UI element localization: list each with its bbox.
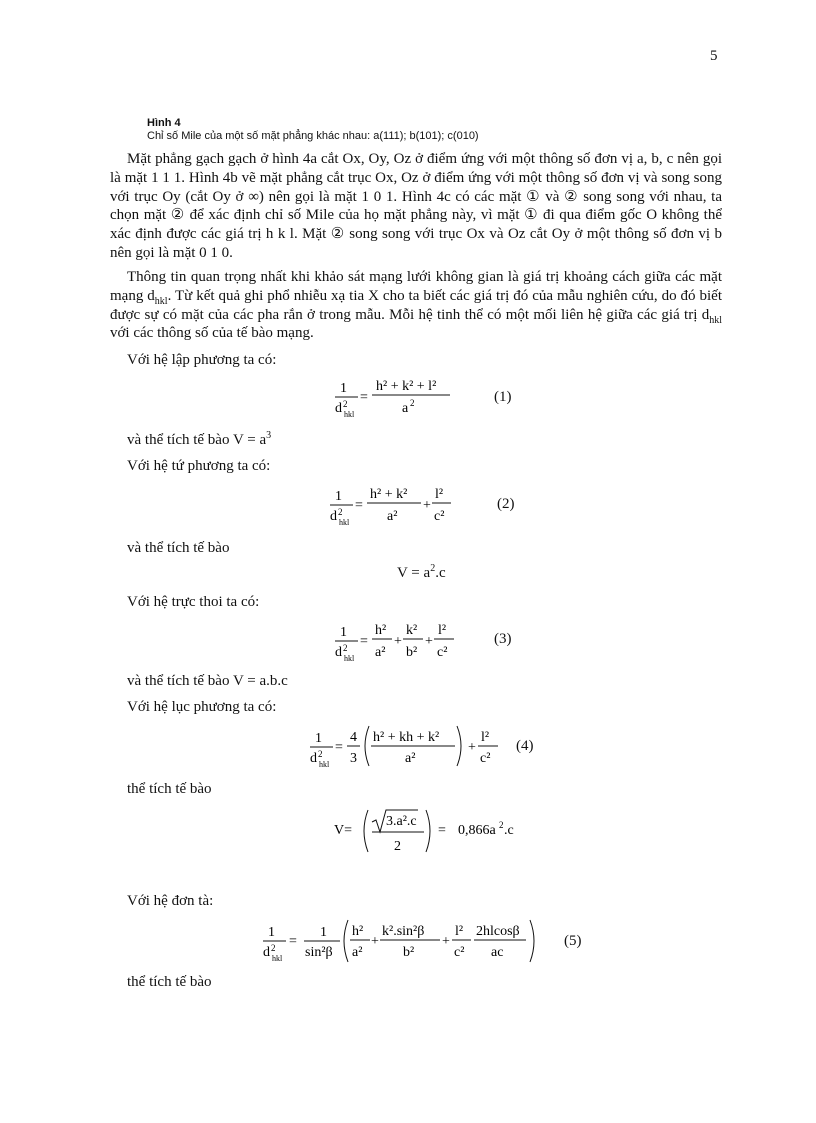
svg-text:=: =: [360, 634, 368, 649]
tetragonal-volume-label: và thể tích tế bào: [127, 540, 230, 556]
svg-text:1: 1: [335, 489, 342, 504]
orthorhombic-intro: Với hệ trực thoi ta có:: [127, 594, 260, 610]
svg-text:hkl: hkl: [319, 760, 330, 769]
tetragonal-equation: [325, 482, 465, 528]
svg-text:h² + k² + l²: h² + k² + l²: [376, 379, 437, 394]
svg-text:hkl: hkl: [339, 518, 350, 527]
svg-text:1: 1: [268, 925, 275, 940]
cubic-eq-number: (1): [494, 389, 512, 405]
svg-text:=: =: [289, 934, 297, 949]
svg-text:3.a².c: 3.a².c: [386, 814, 417, 829]
paragraph-dhkl: Thông tin quan trọng nhất khi khảo sát mạng lưới không gian là giá trị khoảng cách giữa các mặt mạng $d_{hkl}$. Từ kết quả ghi phổ nhiễu xạ tia X cho ta biết các giá trị đó của mẫu nghiên cứu, do đó biết được sự có mặt của các pha rắn ở trong mẫu. Mỗi hệ tinh thể có một mối liên hệ giữa các giá trị $d_{hkl}$ với các thông số của tế bào mạng.: [110, 269, 722, 342]
svg-text:V=: V=: [334, 823, 353, 838]
svg-text:1: 1: [320, 925, 327, 940]
svg-text:2: 2: [343, 643, 348, 653]
svg-text:h²: h²: [375, 623, 387, 638]
svg-text:d: d: [263, 945, 270, 960]
svg-text:=: =: [360, 390, 368, 405]
hexagonal-volume-formula: [334, 804, 524, 858]
svg-text:1: 1: [315, 731, 322, 746]
svg-text:c²: c²: [434, 509, 445, 524]
svg-text:a²: a²: [405, 751, 416, 766]
svg-text:hkl: hkl: [344, 654, 355, 663]
svg-text:=: =: [335, 740, 343, 755]
svg-text:b²: b²: [406, 645, 418, 660]
svg-text:a: a: [402, 401, 409, 416]
svg-text:d: d: [335, 401, 342, 416]
cubic-intro: Với hệ lập phương ta có:: [127, 352, 277, 368]
tetragonal-eq-number: (2): [497, 496, 515, 512]
hexagonal-volume-label: thể tích tế bào: [127, 781, 212, 797]
svg-text:c²: c²: [480, 751, 491, 766]
svg-text:2: 2: [499, 820, 504, 830]
svg-text:4: 4: [350, 730, 357, 745]
paragraph-miller-planes: [110, 150, 722, 263]
svg-text:d: d: [335, 645, 342, 660]
svg-text:2: 2: [318, 749, 323, 759]
svg-text:h² + k²: h² + k²: [370, 487, 408, 502]
svg-text:+: +: [442, 934, 450, 949]
orthorhombic-eq-number: (3): [494, 631, 512, 647]
figure-caption-text: Chỉ số Mile của một số mặt phẳng khác nhau: a(111); b(101); c(010): [147, 130, 479, 142]
svg-text:2: 2: [394, 839, 401, 854]
svg-text:+: +: [468, 740, 476, 755]
svg-text:d: d: [330, 509, 337, 524]
hexagonal-volume-value: 0,866a: [458, 823, 496, 838]
svg-text:hkl: hkl: [272, 954, 283, 963]
svg-text:sin²β: sin²β: [305, 945, 333, 960]
svg-text:=: =: [438, 823, 446, 838]
svg-text:=: =: [355, 498, 363, 513]
cubic-volume: và thể tích tế bào $V = a^3$: [127, 430, 272, 448]
svg-text:l²: l²: [438, 623, 447, 638]
monoclinic-intro: Với hệ đơn tà:: [127, 893, 214, 909]
monoclinic-equation: [258, 916, 548, 966]
monoclinic-volume-label: thể tích tế bào: [127, 974, 212, 990]
svg-text:+: +: [371, 934, 379, 949]
svg-text:h² + kh + k²: h² + kh + k²: [373, 730, 440, 745]
svg-text:a²: a²: [375, 645, 386, 660]
tetragonal-intro: Với hệ tứ phương ta có:: [127, 458, 271, 474]
svg-text:h²: h²: [352, 924, 364, 939]
cubic-equation: [330, 374, 470, 418]
page-number: 5: [710, 48, 718, 64]
svg-text:k².sin²β: k².sin²β: [382, 924, 425, 939]
hexagonal-eq-number: (4): [516, 738, 534, 754]
svg-text:1: 1: [340, 381, 347, 396]
svg-text:2: 2: [338, 507, 343, 517]
tetragonal-volume-formula: $V = a^2.c$: [397, 563, 446, 581]
svg-text:d: d: [310, 751, 317, 766]
svg-text:a²: a²: [352, 945, 363, 960]
paragraph-miller-planes-text: Mặt phẳng gạch gạch ở hình 4a cắt Ox, Oy, Oz ở điểm ứng với một thông số đơn vị a, b, c nên gọi là mặt 1 1 1. Hình 4b vẽ mặt phẳng cắt trục Ox, Oz ở điểm ứng với một thông số đơn vị và song song với trục Oy (cắt Oy ở ∞) nên gọi là mặt 1 0 1. Hình 4c có các mặt ① và ② song song với nhau, ta chọn mặt ② để xác định chỉ số Mile của họ mặt phẳng này, vì mặt ① đi qua điểm gốc O không thể xác định được các giá trị h k l. Mặt ② song song với trục Ox và Oz cắt Oy ở một thông số đơn vị b nên gọi là mặt 0 1 0.: [110, 151, 722, 261]
svg-text:k²: k²: [406, 623, 418, 638]
svg-text:2hlcosβ: 2hlcosβ: [476, 924, 520, 939]
orthorhombic-equation: [330, 618, 470, 664]
svg-text:+: +: [423, 498, 431, 513]
svg-text:+: +: [394, 634, 402, 649]
svg-text:hkl: hkl: [344, 410, 355, 418]
svg-text:2: 2: [410, 398, 415, 408]
svg-text:c²: c²: [437, 645, 448, 660]
hexagonal-intro: Với hệ lục phương ta có:: [127, 699, 277, 715]
svg-text:+: +: [425, 634, 433, 649]
svg-text:b²: b²: [403, 945, 415, 960]
figure-caption-title: Hình 4: [147, 117, 181, 129]
svg-text:1: 1: [340, 625, 347, 640]
monoclinic-eq-number: (5): [564, 933, 582, 949]
svg-text:l²: l²: [455, 924, 464, 939]
hexagonal-equation: [305, 722, 505, 772]
svg-text:2: 2: [271, 943, 276, 953]
orthorhombic-volume: và thể tích tế bào V = a.b.c: [127, 673, 288, 689]
svg-text:l²: l²: [435, 487, 444, 502]
svg-text:ac: ac: [491, 945, 504, 960]
svg-text:a²: a²: [387, 509, 398, 524]
svg-text:3: 3: [350, 751, 357, 766]
svg-text:2: 2: [343, 399, 348, 409]
svg-text:.c: .c: [504, 823, 514, 838]
svg-text:c²: c²: [454, 945, 465, 960]
svg-text:l²: l²: [481, 730, 490, 745]
